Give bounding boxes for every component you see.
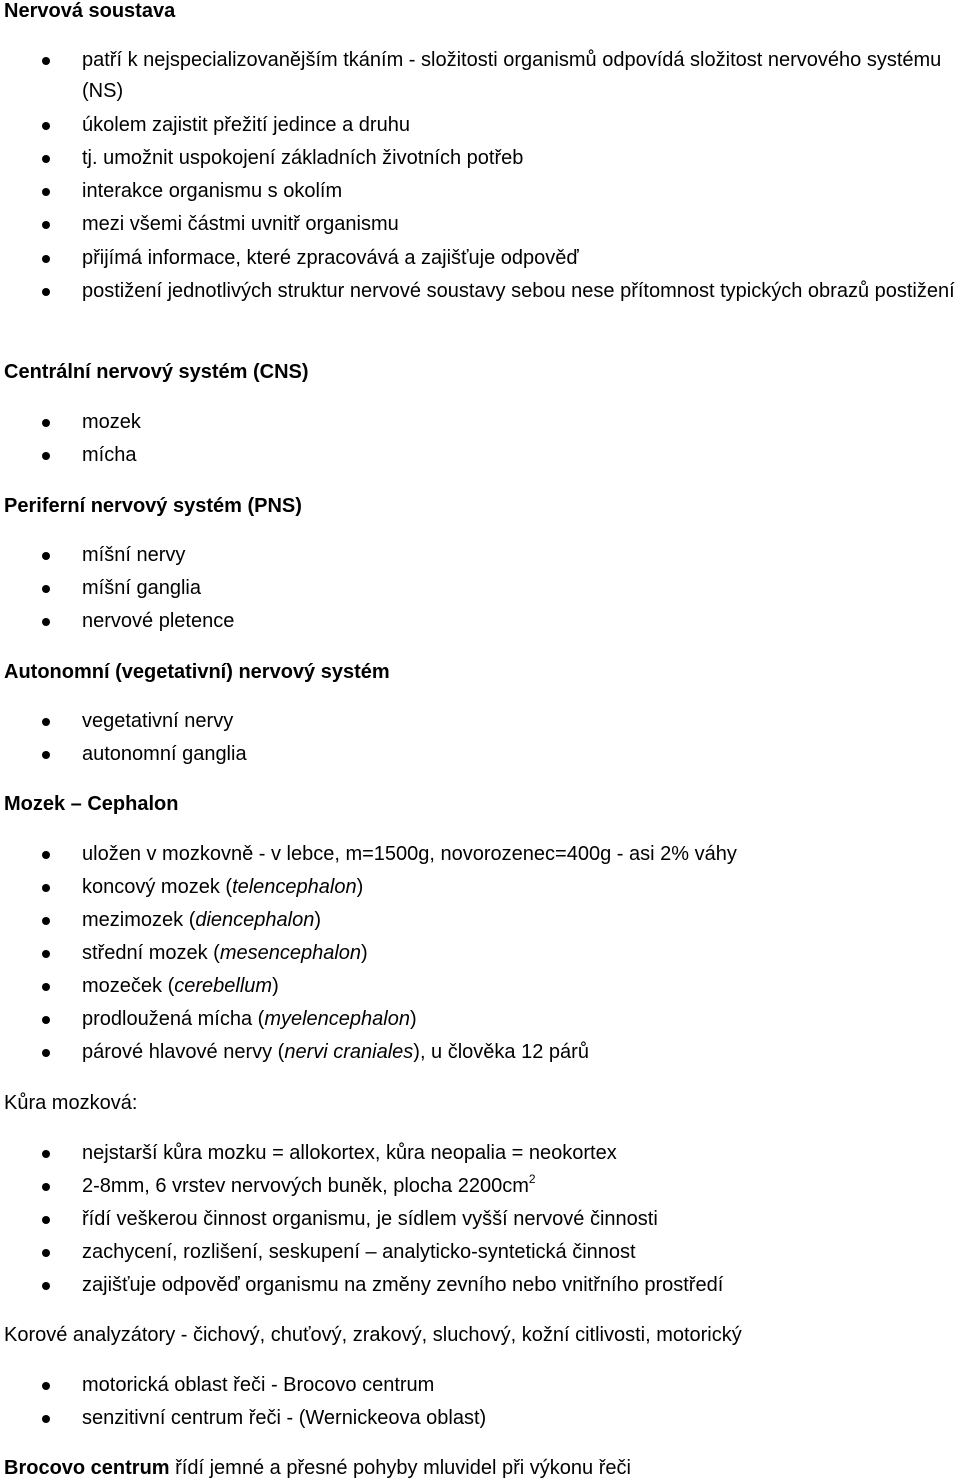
bullet-icon [42, 1049, 50, 1057]
section-heading-pns: Periferní nervový systém (PNS) [4, 495, 302, 517]
bullet-icon [42, 1282, 50, 1290]
bullet-icon [42, 452, 50, 460]
section-heading-mozek: Mozek – Cephalon [4, 793, 179, 815]
bullet-icon [42, 1216, 50, 1224]
document-page: Nervová soustava patří k nejspecializovanějším tkáním - složitosti organismů odpovídá složitost nervového systému (NS) úkolem zajistit přežití jedince a druhu tj. umožnit uspokojení základních životních potřeb interakce organismu s okolím mezi všemi částmi uvnitř organismu přijímá informace, které zpracovává a zajišťuje odpověď postižení jednotlivých struktur nervové soustavy sebou nese přítomnost typických obrazů postižení Centrální nervový systém (CNS) mozek mícha Periferní nervový systém (PNS) míšní nervy míšní ganglia nervové pletence Autonomní (vegetativní) nervový systém vegetativní nervy autonomní ganglia Mozek – Cephalon uložen v mozkovně - v lebce, m=1500g, novorozenec=400g - asi 2% váhy koncový mozek (telencephalon) mezimozek (diencephalon) střední mozek (mesencephalon) mozeček (cerebellum) prodloužená mícha (myelencephalon) párové hlavové nervy (nervi craniales), u člověka 12 párů Kůra mozková: nejstarší kůra mozku = allokortex, kůra neopalia = neokortex 2-8mm, 6 vrstev nervových buněk, plocha $2200cm^2$ řídí veškerou činnost organismu, je sídlem vyšší nervové činnosti zachycení, rozlišení, seskupení – analyticko-syntetická činnost zajišťuje odpověď organismu na změny zevního nebo vnitřního prostředí Korové analyzátory - čichový, chuťový, zrakový, sluchový, kožní citlivosti, motorický motorická oblast řeči - Brocovo centrum senzitivní centrum řeči - (Wernickeova oblast) Brocovo centrum řídí jemné a přesné pohyby mluvidel při výkonu řeči [4, 0, 955, 1479]
bullet-icon [42, 585, 50, 593]
bullet-icon [42, 950, 50, 958]
bullet-icon [42, 917, 50, 925]
section-heading-nervova-soustava: Nervová soustava [4, 0, 176, 22]
bullet-icon [42, 983, 50, 991]
bullet-icon [42, 221, 50, 229]
bullet-icon [42, 188, 50, 196]
bullet-icon [42, 57, 50, 65]
bullet-icon [42, 751, 50, 759]
section-heading-cns: Centrální nervový systém (CNS) [4, 361, 309, 383]
bullet-icon [42, 1415, 50, 1423]
bullet-icon [42, 1016, 50, 1024]
bullet-icon [42, 122, 50, 130]
bullet-icon [42, 255, 50, 263]
bullet-icon [42, 851, 50, 859]
footer-bold-term: Brocovo centrum [4, 1457, 170, 1479]
bullet-icon [42, 618, 50, 626]
section-heading-korove-analyzatory: Korové analyzátory - čichový, chuťový, zrakový, sluchový, kožní citlivosti, motorický [4, 1324, 742, 1346]
bullet-icon [42, 1183, 50, 1191]
footer-line [4, 1456, 631, 1480]
bullet-icon [42, 552, 50, 560]
section-heading-autonomni: Autonomní (vegetativní) nervový systém [4, 661, 390, 683]
bullet-icon [42, 1150, 50, 1158]
footer-rest: řídí jemné a přesné pohyby mluvidel při výkonu řeči [169, 1457, 631, 1479]
bullet-icon [42, 718, 50, 726]
bullet-icon [42, 884, 50, 892]
bullet-icon [42, 1249, 50, 1257]
bullet-icon [42, 288, 50, 296]
bullet-icon [42, 1382, 50, 1390]
bullet-icon [42, 419, 50, 427]
section-heading-kura-mozkova: Kůra mozková: [4, 1092, 138, 1114]
bullet-icon [42, 155, 50, 163]
